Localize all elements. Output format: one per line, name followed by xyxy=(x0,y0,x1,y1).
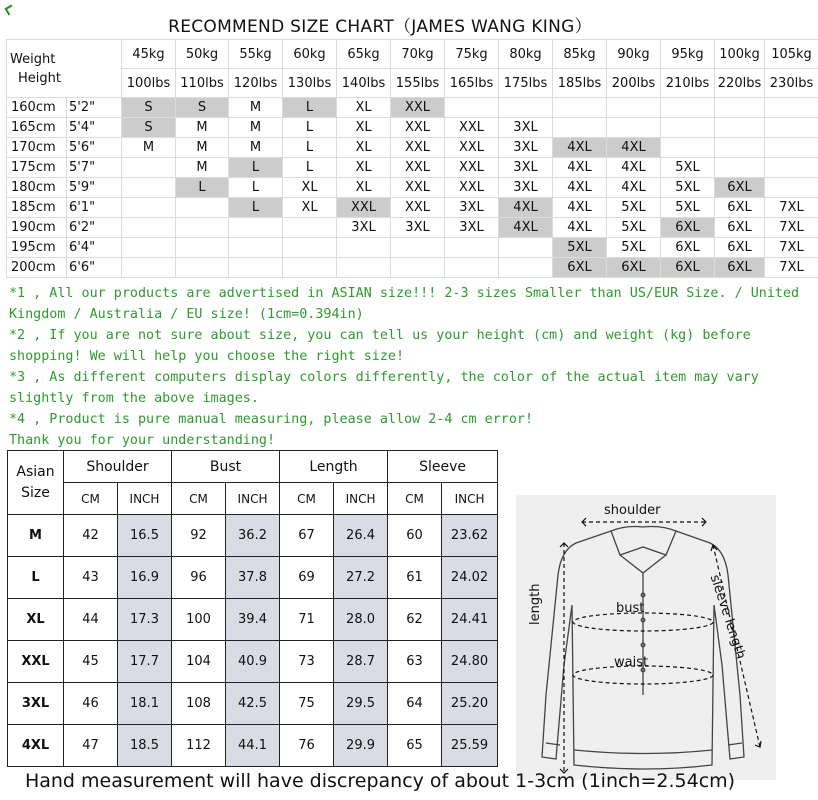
weight-kg-header: 85kg xyxy=(553,40,607,69)
weight-kg-header: 90kg xyxy=(607,40,661,69)
size-cell xyxy=(765,178,818,198)
size-cell xyxy=(122,178,176,198)
size-cell xyxy=(499,98,553,118)
size-cell: 7XL xyxy=(765,198,818,218)
size-cell: 7XL xyxy=(765,258,818,278)
size-cell: M xyxy=(176,158,229,178)
weight-height-header xyxy=(7,40,122,98)
weight-kg-header: 100kg xyxy=(715,40,765,69)
measure-value: 18.5 xyxy=(118,725,172,767)
size-cell: 4XL xyxy=(499,218,553,238)
size-chart-row xyxy=(7,178,818,198)
size-cell xyxy=(765,138,818,158)
size-cell: 5XL xyxy=(661,158,715,178)
size-cell xyxy=(122,158,176,178)
size-cell xyxy=(715,118,765,138)
size-cell xyxy=(445,258,499,278)
measure-value: 25.20 xyxy=(442,683,498,725)
size-chart-row xyxy=(7,218,818,238)
height-cm: 170cm xyxy=(7,138,67,158)
measure-value: 42 xyxy=(64,515,118,557)
size-cell: S xyxy=(176,98,229,118)
asian-label: Asian xyxy=(16,463,55,480)
size-cell: XL xyxy=(337,138,391,158)
size-cell xyxy=(445,238,499,258)
measure-size: 4XL xyxy=(8,725,64,767)
note-line: *3 , As different computers display colors differently, the color of the actual item may vary slightly from the above images. xyxy=(9,370,759,406)
size-cell xyxy=(661,138,715,158)
bust-label: bust xyxy=(616,601,645,616)
weight-label: Weight xyxy=(10,51,56,67)
size-notes xyxy=(9,283,814,451)
height-inch: 6'4" xyxy=(67,238,122,258)
size-cell xyxy=(553,118,607,138)
size-cell: 3XL xyxy=(391,218,445,238)
length-label: length xyxy=(528,583,543,625)
weight-lbs-header: 140lbs xyxy=(337,69,391,98)
measure-value: 64 xyxy=(388,683,442,725)
unit-header: CM xyxy=(280,483,334,515)
size-cell xyxy=(337,238,391,258)
size-chart-row xyxy=(7,98,818,118)
measure-value: 108 xyxy=(172,683,226,725)
measure-value: 67 xyxy=(280,515,334,557)
size-cell xyxy=(765,158,818,178)
measure-value: 63 xyxy=(388,641,442,683)
size-cell: 4XL xyxy=(553,198,607,218)
unit-header: CM xyxy=(388,483,442,515)
size-cell xyxy=(122,218,176,238)
measure-value: 112 xyxy=(172,725,226,767)
measure-value: 24.02 xyxy=(442,557,498,599)
measure-value: 96 xyxy=(172,557,226,599)
measure-value: 44.1 xyxy=(226,725,280,767)
size-cell: 6XL xyxy=(715,178,765,198)
size-cell: L xyxy=(229,198,283,218)
size-cell: 4XL xyxy=(553,138,607,158)
measure-value: 16.9 xyxy=(118,557,172,599)
weight-kg-header: 80kg xyxy=(499,40,553,69)
height-inch: 5'6" xyxy=(67,138,122,158)
height-inch: 6'1" xyxy=(67,198,122,218)
height-inch: 6'2" xyxy=(67,218,122,238)
measure-value: 61 xyxy=(388,557,442,599)
unit-header: INCH xyxy=(442,483,498,515)
size-cell: XXL xyxy=(391,158,445,178)
size-cell: 6XL xyxy=(715,218,765,238)
measure-value: 37.8 xyxy=(226,557,280,599)
size-cell xyxy=(283,238,337,258)
measure-value: 28.0 xyxy=(334,599,388,641)
size-cell xyxy=(661,98,715,118)
height-cm: 190cm xyxy=(7,218,67,238)
size-cell: M xyxy=(229,98,283,118)
measure-row xyxy=(8,599,498,641)
size-chart-row xyxy=(7,238,818,258)
size-cell: 5XL xyxy=(607,218,661,238)
unit-header: CM xyxy=(172,483,226,515)
unit-header: INCH xyxy=(334,483,388,515)
measure-size: L xyxy=(8,557,64,599)
weight-lbs-header: 120lbs xyxy=(229,69,283,98)
measure-value: 60 xyxy=(388,515,442,557)
size-cell: 3XL xyxy=(499,118,553,138)
size-cell: XXL xyxy=(391,178,445,198)
size-cell: 5XL xyxy=(553,238,607,258)
measure-row xyxy=(8,515,498,557)
size-cell: 6XL xyxy=(661,218,715,238)
height-cm: 175cm xyxy=(7,158,67,178)
size-cell: XXL xyxy=(391,98,445,118)
measure-value: 17.7 xyxy=(118,641,172,683)
height-cm: 160cm xyxy=(7,98,67,118)
size-cell xyxy=(765,118,818,138)
measure-value: 104 xyxy=(172,641,226,683)
unit-header: INCH xyxy=(226,483,280,515)
size-cell: 7XL xyxy=(765,218,818,238)
measure-row xyxy=(8,683,498,725)
weight-lbs-header: 185lbs xyxy=(553,69,607,98)
measure-row xyxy=(8,725,498,767)
size-cell xyxy=(715,98,765,118)
height-inch: 5'4" xyxy=(67,118,122,138)
measure-size: XXL xyxy=(8,641,64,683)
size-cell: 6XL xyxy=(715,238,765,258)
size-cell: L xyxy=(283,158,337,178)
size-cell: XXL xyxy=(337,198,391,218)
size-cell: 5XL xyxy=(661,178,715,198)
weight-lbs-header: 175lbs xyxy=(499,69,553,98)
size-cell: XXL xyxy=(391,138,445,158)
weight-lbs-header: 210lbs xyxy=(661,69,715,98)
measure-size: XL xyxy=(8,599,64,641)
size-cell xyxy=(445,98,499,118)
size-cell xyxy=(661,118,715,138)
size-cell: 5XL xyxy=(607,198,661,218)
size-chart-row xyxy=(7,198,818,218)
unit-header: INCH xyxy=(118,483,172,515)
measure-group-header: Length xyxy=(280,451,388,483)
waist-label: waist xyxy=(614,655,649,670)
weight-kg-header: 105kg xyxy=(765,40,818,69)
size-cell: 4XL xyxy=(607,178,661,198)
size-cell xyxy=(715,158,765,178)
size-cell: 4XL xyxy=(607,138,661,158)
height-inch: 5'7" xyxy=(67,158,122,178)
size-cell: M xyxy=(229,138,283,158)
size-cell: 3XL xyxy=(337,218,391,238)
size-cell: XL xyxy=(337,158,391,178)
size-cell: M xyxy=(176,118,229,138)
size-cell: L xyxy=(229,178,283,198)
size-cell xyxy=(283,258,337,278)
size-label: Size xyxy=(21,484,50,501)
size-cell: XL xyxy=(337,98,391,118)
weight-kg-header: 45kg xyxy=(122,40,176,69)
size-cell: 5XL xyxy=(607,238,661,258)
height-cm: 200cm xyxy=(7,258,67,278)
weight-lbs-header: 230lbs xyxy=(765,69,818,98)
size-cell: 4XL xyxy=(553,178,607,198)
size-cell xyxy=(229,258,283,278)
height-inch: 5'9" xyxy=(67,178,122,198)
size-cell xyxy=(283,218,337,238)
size-cell xyxy=(765,98,818,118)
size-cell: XXL xyxy=(445,138,499,158)
size-cell: XXL xyxy=(445,118,499,138)
unit-header: CM xyxy=(64,483,118,515)
size-cell: L xyxy=(283,118,337,138)
measure-value: 17.3 xyxy=(118,599,172,641)
measure-value: 24.41 xyxy=(442,599,498,641)
size-cell xyxy=(553,98,607,118)
size-cell: 6XL xyxy=(607,258,661,278)
measure-value: 73 xyxy=(280,641,334,683)
height-inch: 5'2" xyxy=(67,98,122,118)
size-cell: 4XL xyxy=(553,158,607,178)
size-cell: 3XL xyxy=(499,138,553,158)
size-cell xyxy=(122,198,176,218)
measure-size: M xyxy=(8,515,64,557)
measure-value: 26.4 xyxy=(334,515,388,557)
weight-kg-header: 95kg xyxy=(661,40,715,69)
size-cell: 3XL xyxy=(445,218,499,238)
measure-value: 75 xyxy=(280,683,334,725)
size-cell xyxy=(176,258,229,278)
size-cell: 4XL xyxy=(553,218,607,238)
note-line: *2 , If you are not sure about size, you can tell us your height (cm) and weight (kg) before shopping! We will help you choose the right size! xyxy=(9,328,751,364)
weight-lbs-header: 220lbs xyxy=(715,69,765,98)
measure-value: 43 xyxy=(64,557,118,599)
measure-value: 18.1 xyxy=(118,683,172,725)
size-chart-row xyxy=(7,138,818,158)
size-cell xyxy=(122,238,176,258)
size-cell xyxy=(337,258,391,278)
measure-value: 42.5 xyxy=(226,683,280,725)
size-cell xyxy=(229,238,283,258)
height-inch: 6'6" xyxy=(67,258,122,278)
size-cell: 3XL xyxy=(445,198,499,218)
measure-value: 44 xyxy=(64,599,118,641)
measure-value: 100 xyxy=(172,599,226,641)
size-cell: XXL xyxy=(391,118,445,138)
height-cm: 180cm xyxy=(7,178,67,198)
measure-group-header: Sleeve xyxy=(388,451,498,483)
size-cell xyxy=(176,238,229,258)
weight-lbs-header: 165lbs xyxy=(445,69,499,98)
size-cell: 6XL xyxy=(715,258,765,278)
size-cell: 6XL xyxy=(553,258,607,278)
size-cell: M xyxy=(122,138,176,158)
measure-row xyxy=(8,557,498,599)
size-chart-table xyxy=(6,39,818,278)
note-line: *4 , Product is pure manual measuring, please allow 2-4 cm error! xyxy=(9,412,534,427)
size-cell: 6XL xyxy=(661,238,715,258)
height-cm: 165cm xyxy=(7,118,67,138)
size-cell: XXL xyxy=(445,178,499,198)
measure-value: 29.5 xyxy=(334,683,388,725)
size-cell: 4XL xyxy=(499,198,553,218)
measure-value: 46 xyxy=(64,683,118,725)
size-cell: XL xyxy=(337,118,391,138)
measure-group-header: Bust xyxy=(172,451,280,483)
size-cell xyxy=(176,198,229,218)
measure-group-header: Shoulder xyxy=(64,451,172,483)
size-cell xyxy=(607,98,661,118)
size-cell xyxy=(715,138,765,158)
size-cell: L xyxy=(283,138,337,158)
weight-lbs-header: 130lbs xyxy=(283,69,337,98)
size-cell xyxy=(391,258,445,278)
measure-value: 29.9 xyxy=(334,725,388,767)
shirt-diagram xyxy=(516,495,776,780)
size-cell xyxy=(391,238,445,258)
size-cell: M xyxy=(176,138,229,158)
measure-row xyxy=(8,641,498,683)
size-cell: XXL xyxy=(445,158,499,178)
size-cell xyxy=(122,258,176,278)
size-cell: 4XL xyxy=(607,158,661,178)
size-cell: L xyxy=(176,178,229,198)
size-cell: L xyxy=(229,158,283,178)
measure-value: 16.5 xyxy=(118,515,172,557)
note-line: *1 , All our products are advertised in ASIAN size!!! 2-3 sizes Smaller than US/EUR Size. / United Kingdom / Australia / EU size! (1cm=0.394in) xyxy=(9,286,800,322)
size-cell xyxy=(607,118,661,138)
measure-value: 62 xyxy=(388,599,442,641)
sleeve-length-label: sleeve length xyxy=(706,573,749,662)
size-cell: 6XL xyxy=(715,198,765,218)
size-cell xyxy=(176,218,229,238)
height-label: Height xyxy=(18,70,61,86)
size-cell: 3XL xyxy=(499,178,553,198)
size-chart-row xyxy=(7,258,818,278)
measure-value: 92 xyxy=(172,515,226,557)
note-line: Thank you for your understanding! xyxy=(9,433,276,448)
weight-kg-header: 50kg xyxy=(176,40,229,69)
measure-value: 39.4 xyxy=(226,599,280,641)
measure-value: 65 xyxy=(388,725,442,767)
size-chart-row xyxy=(7,158,818,178)
weight-lbs-header: 200lbs xyxy=(607,69,661,98)
measure-value: 25.59 xyxy=(442,725,498,767)
measure-value: 47 xyxy=(64,725,118,767)
size-cell: XXL xyxy=(391,198,445,218)
height-cm: 185cm xyxy=(7,198,67,218)
measure-value: 23.62 xyxy=(442,515,498,557)
measure-value: 69 xyxy=(280,557,334,599)
size-cell: XL xyxy=(283,198,337,218)
size-chart-row xyxy=(7,118,818,138)
size-cell xyxy=(499,258,553,278)
measure-value: 40.9 xyxy=(226,641,280,683)
page-title: RECOMMEND SIZE CHART（JAMES WANG KING） xyxy=(168,17,592,37)
measure-value: 24.80 xyxy=(442,641,498,683)
size-cell: 7XL xyxy=(765,238,818,258)
height-cm: 195cm xyxy=(7,238,67,258)
measurement-table xyxy=(7,450,498,767)
weight-kg-header: 70kg xyxy=(391,40,445,69)
weight-lbs-header: 155lbs xyxy=(391,69,445,98)
asian-size-header xyxy=(8,451,64,515)
footer-note: Hand measurement will have discrepancy of about 1-3cm (1inch=2.54cm) xyxy=(24,770,736,792)
measure-size: 3XL xyxy=(8,683,64,725)
measure-value: 71 xyxy=(280,599,334,641)
weight-lbs-header: 110lbs xyxy=(176,69,229,98)
size-cell: L xyxy=(283,98,337,118)
measure-value: 36.2 xyxy=(226,515,280,557)
weight-kg-header: 75kg xyxy=(445,40,499,69)
size-cell xyxy=(229,218,283,238)
weight-lbs-header: 100lbs xyxy=(122,69,176,98)
size-cell: S xyxy=(122,118,176,138)
measure-value: 76 xyxy=(280,725,334,767)
measure-value: 45 xyxy=(64,641,118,683)
weight-kg-header: 65kg xyxy=(337,40,391,69)
size-cell: XL xyxy=(283,178,337,198)
size-cell: 5XL xyxy=(661,198,715,218)
measure-value: 27.2 xyxy=(334,557,388,599)
shoulder-label: shoulder xyxy=(604,503,661,518)
size-cell: XL xyxy=(337,178,391,198)
size-cell: 6XL xyxy=(661,258,715,278)
size-cell: M xyxy=(229,118,283,138)
size-cell xyxy=(499,238,553,258)
weight-kg-header: 55kg xyxy=(229,40,283,69)
measure-value: 28.7 xyxy=(334,641,388,683)
size-cell: 3XL xyxy=(499,158,553,178)
weight-kg-header: 60kg xyxy=(283,40,337,69)
size-cell: S xyxy=(122,98,176,118)
